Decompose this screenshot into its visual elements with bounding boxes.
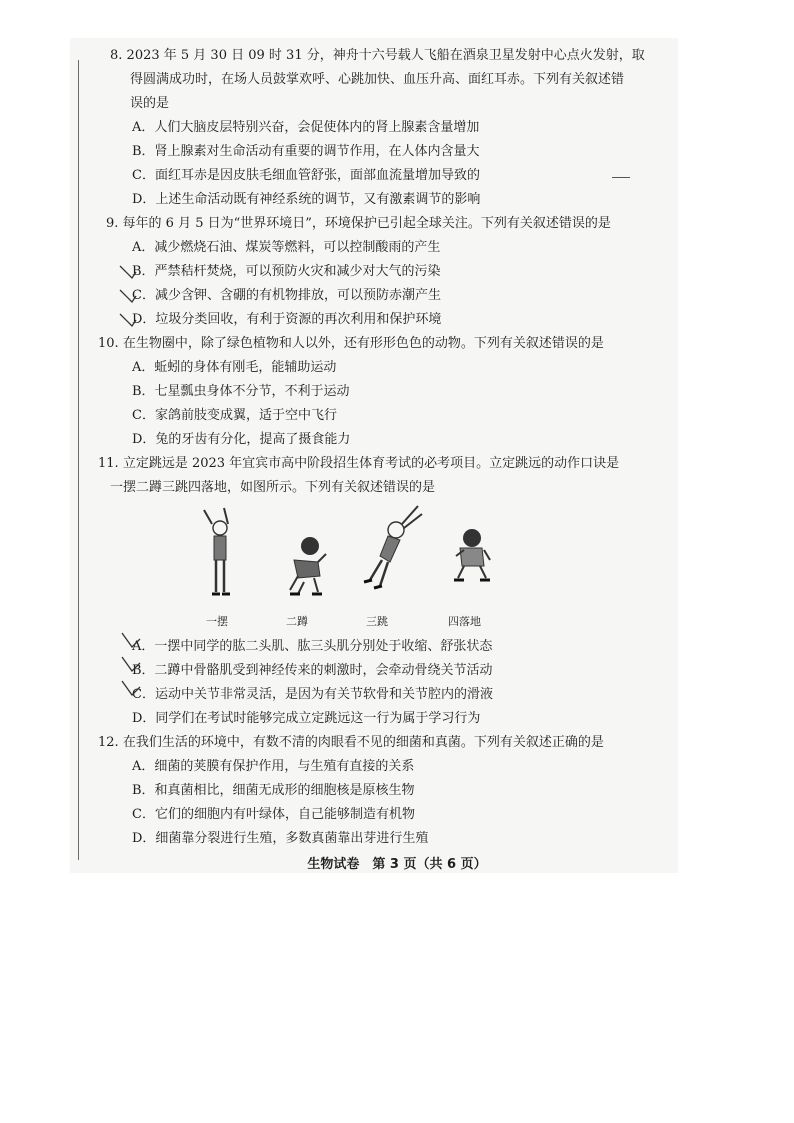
question-content (98, 44, 645, 851)
question-11 (98, 452, 630, 731)
question-number: 11. (98, 456, 119, 471)
question-stem-line: 立定跳远是 2023 年宜宾市高中阶段招生体育考试的必考项目。立定跳远的动作口诀是 (122, 456, 620, 471)
option-b: B．肾上腺素对生命活动有重要的调节作用，在人体内含量大 (132, 144, 480, 159)
jump-figure-illustration (360, 504, 424, 594)
option-b: B．和真菌相比，细菌无成形的细胞核是原核生物 (132, 783, 415, 798)
option-d: D．同学们在考试时能够完成立定跳远这一行为属于学习行为 (132, 711, 481, 726)
figure-label-crouch: 二蹲 (286, 615, 308, 628)
question-9 (106, 212, 630, 332)
option-b: B．七星瓢虫身体不分节，不利于运动 (132, 384, 350, 399)
question-number: 9. (106, 216, 119, 231)
option-a: A．减少燃烧石油、煤炭等燃料，可以控制酸雨的产生 (132, 240, 441, 255)
question-stem-line: 误的是 (130, 96, 170, 111)
question-stem-line: 得圆满成功时，在场人员鼓掌欢呼、心跳加快、血压升高、面红耳赤。下列有关叙述错 (130, 72, 625, 87)
question-8 (110, 44, 645, 212)
figure-label-swing: 一摆 (206, 615, 228, 628)
question-stem-line: 每年的 6 月 5 日为“世界环境日”，环境保护已引起全球关注。下列有关叙述错误的是 (122, 216, 611, 231)
page-footer: 生物试卷 第 3 页（共 6 页） (307, 857, 487, 872)
option-c: C．它们的细胞内有叶绿体，自己能够制造有机物 (132, 807, 415, 822)
handwritten-check-mark (118, 310, 140, 332)
crouch-figure-illustration (284, 532, 328, 602)
question-stem-line: 在生物圈中，除了绿色植物和人以外，还有形形色色的动物。下列有关叙述错误的是 (122, 336, 604, 351)
binding-margin-line (78, 60, 79, 860)
question-number: 8. (110, 48, 123, 63)
figure-label-jump: 三跳 (366, 615, 388, 628)
question-12 (98, 731, 630, 851)
option-a: A．一摆中同学的肱二头肌、肱三头肌分别处于收缩、舒张状态 (98, 635, 630, 659)
question-number: 10. (98, 336, 119, 351)
question-stem-line: 在我们生活的环境中，有数不清的肉眼看不见的细菌和真菌。下列有关叙述正确的是 (122, 735, 604, 750)
landing-figure-illustration (450, 526, 494, 586)
option-c: C．减少含钾、含硼的有机物排放，可以预防赤潮产生 (106, 284, 630, 308)
option-d: D．上述生命活动既有神经系统的调节，又有激素调节的影响 (132, 192, 481, 207)
option-c: C．面红耳赤是因皮肤毛细血管舒张，面部血流量增加导致的 (132, 168, 480, 183)
handwritten-check-mark (120, 629, 142, 651)
option-d: D．兔的牙齿有分化，提高了摄食能力 (132, 432, 351, 447)
question-stem-line: 2023 年 5 月 30 日 09 时 31 分，神舟十六号载人飞船在酒泉卫星发射中心点火发射，取 (126, 48, 645, 63)
question-10 (98, 332, 630, 452)
handwritten-check-mark (118, 262, 140, 284)
figure-label-landing: 四落地 (448, 615, 481, 628)
option-c: C．运动中关节非常灵活，是因为有关节软骨和关节腔内的滑液 (98, 683, 630, 707)
option-a: A．人们大脑皮层特别兴奋，会促使体内的肾上腺素含量增加 (132, 120, 480, 135)
option-d: D．细菌靠分裂进行生殖，多数真菌靠出芽进行生殖 (132, 831, 429, 846)
option-a: A．蚯蚓的身体有刚毛，能辅助运动 (132, 360, 337, 375)
option-c: C．家鸽前肢变成翼，适于空中飞行 (132, 408, 337, 423)
option-b: B．二蹲中骨骼肌受到神经传来的刺激时，会牵动骨绕关节活动 (98, 659, 630, 683)
handwritten-check-mark (118, 286, 140, 308)
handwritten-check-mark (120, 677, 142, 699)
handwritten-check-mark (120, 653, 142, 675)
option-b: B．严禁秸杆焚烧，可以预防火灾和减少对大气的污染 (106, 260, 630, 284)
option-d: D．垃圾分类回收，有利于资源的再次利用和保护环境 (106, 308, 630, 332)
question-number: 12. (98, 735, 119, 750)
question-stem-line: 一摆二蹲三跳四落地，如图所示。下列有关叙述错误的是 (110, 480, 436, 495)
option-a: A．细菌的荚膜有保护作用，与生殖有直接的关系 (132, 759, 415, 774)
long-jump-figure (98, 506, 630, 631)
swing-figure-illustration (198, 506, 238, 606)
